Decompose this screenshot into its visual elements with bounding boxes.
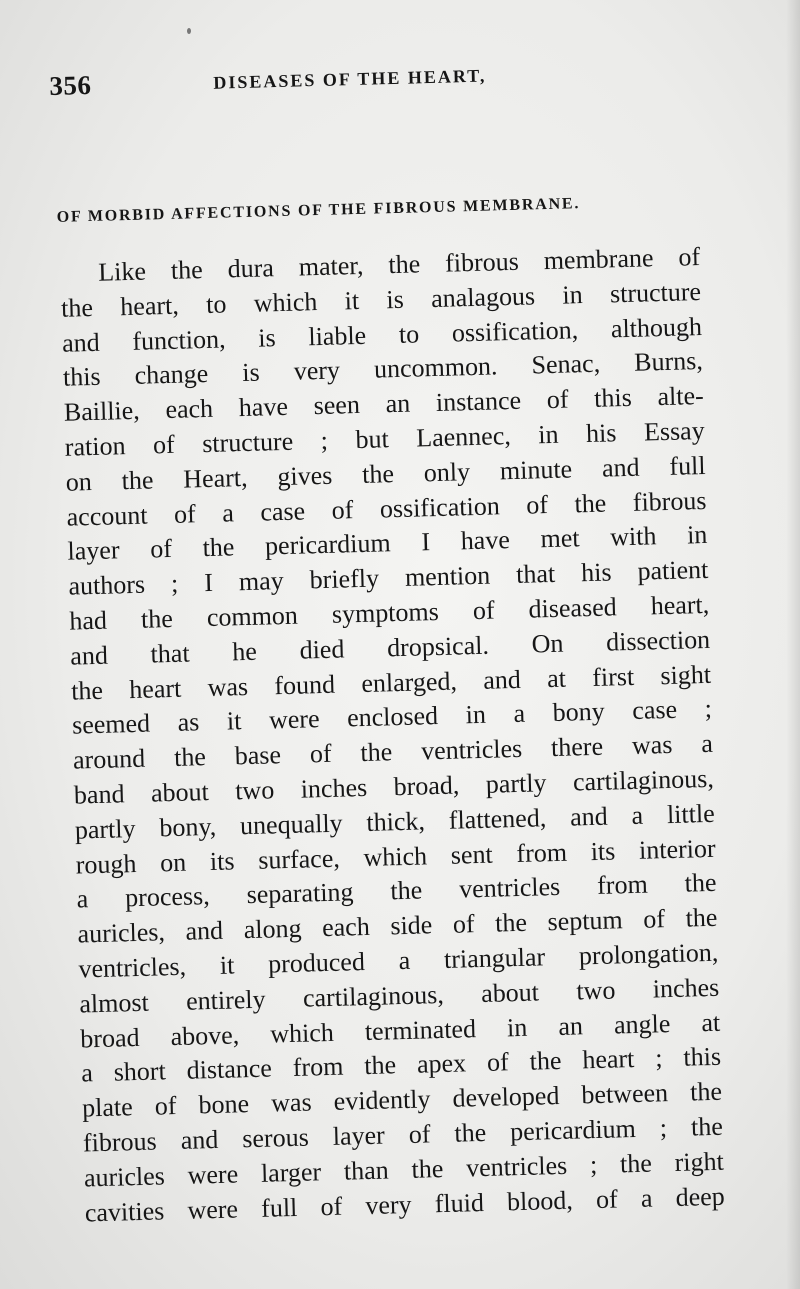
running-head: DISEASES OF THE HEART, [213,65,487,93]
text-line: Baillie, each have seen an instance of this alte- [63,381,705,427]
text-line: the heart was found enlarged, and at first sight [70,659,712,706]
text-line: almost entirely cartilaginous, about two inches [79,972,720,1019]
text-line: layer of the pericardium I have met with in [67,520,708,567]
text-line: the heart, to which it is analagous in structure [60,276,702,323]
text-line: broad above, which terminated in an angle at [79,1007,721,1054]
text-line: plate of bone was evidently developed between the [81,1076,723,1123]
text-line: band about two inches broad, partly cartilaginous, [73,763,715,810]
text-line: and function, is liable to ossification, although [61,311,703,358]
page-number: 356 [48,69,92,101]
text-line: account of a case of ossification of the fibrous [66,485,707,532]
text-line: Like the dura mater, the fibrous membrane of [97,242,701,287]
text-line: authors ; I may briefly mention that his patient [68,555,709,601]
text-line: around the base of the ventricles there was a [72,729,714,775]
text-line: ventricles, it produced a triangular prolongation, [78,937,719,984]
section-title: OF MORBID AFFECTIONS OF THE FIBROUS MEMBRANE. [56,195,581,226]
text-line: fibrous and serous layer of the pericardium ; the [82,1111,724,1158]
text-line: cavities were full of very fluid blood, of a deep [84,1181,726,1227]
text-line: and that he died dropsical. On dissection [69,624,711,671]
text-line: this change is very uncommon. Senac, Burns, [62,346,704,393]
text-line: auricles were larger than the ventricles ; the right [83,1146,725,1193]
text-line: ration of structure ; but Laennec, in his Essay [64,415,705,462]
text-line: rough on its surface, which sent from its interior [75,833,716,880]
text-line: a process, separating the ventricles from the [76,868,717,914]
text-line: auricles, and along each side of the septum of the [77,902,718,949]
text-line: partly bony, unequally thick, flattened, and a little [74,798,716,845]
text-line: a short distance from the apex of the heart ; this [80,1042,722,1088]
text-line: seemed as it were enclosed in a bony case ; [71,694,713,740]
text-line: on the Heart, gives the only minute and full [65,450,706,497]
body-text [60,240,725,1231]
text-line: had the common symptoms of diseased heart, [69,589,710,636]
